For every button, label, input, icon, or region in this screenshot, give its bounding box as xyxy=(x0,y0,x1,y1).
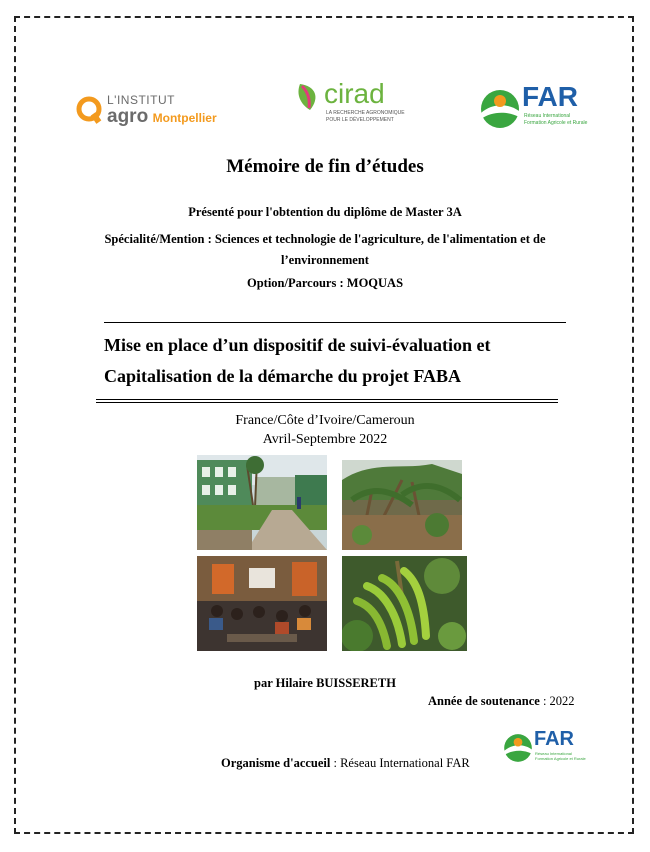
title-rule-top xyxy=(104,322,566,323)
cirad-logo xyxy=(296,80,406,126)
far-wordmark-small: FAR xyxy=(534,728,574,750)
far-globe-icon xyxy=(478,87,522,131)
cirad-leaf-icon xyxy=(296,82,322,112)
specialite-line-1 xyxy=(0,232,650,247)
institut-montpellier-word: Montpellier xyxy=(152,111,217,125)
cirad-tagline-2: POUR LE DÉVELOPPEMENT xyxy=(326,117,394,123)
cirad-wordmark: cirad xyxy=(324,78,385,109)
thesis-title-line-1: Mise en place d’un dispositif de suivi-évaluation et xyxy=(104,335,491,355)
host-organisation-line xyxy=(221,756,470,771)
period-line: Avril-Septembre 2022 xyxy=(262,432,388,447)
photo-plantain-bunch xyxy=(342,556,467,651)
presented-line: Présenté pour l'obtention du diplôme de Master 3A xyxy=(188,205,462,219)
cirad-tagline-1: LA RECHERCHE AGRONOMIQUE xyxy=(326,110,405,116)
agro-ring-icon xyxy=(76,95,104,125)
title-rule-bottom xyxy=(96,399,558,403)
far-tagline-small-2: Formation Agricole et Rurale xyxy=(535,756,586,761)
host-value: : Réseau International FAR xyxy=(333,756,470,770)
photo-plantain-field xyxy=(342,460,462,550)
institut-line1: L'INSTITUT xyxy=(107,93,175,107)
thesis-title-line-2: Capitalisation de la démarche du projet FABA xyxy=(104,366,462,386)
photo-meeting-room xyxy=(197,556,327,651)
option-line xyxy=(0,276,650,291)
far-tagline-small-1: Réseau International xyxy=(535,751,572,756)
far-logo xyxy=(478,81,588,133)
far-wordmark: FAR xyxy=(522,81,578,112)
option-value: MOQUAS xyxy=(346,276,404,290)
far-tagline-2: Formation Agricole et Rurale xyxy=(524,120,588,126)
photo-school-campus xyxy=(197,455,327,550)
option-label: Option/Parcours : xyxy=(246,276,344,290)
specialite-value: Sciences et technologie de l'agriculture, de l'alimentation et de xyxy=(214,232,546,246)
host-label: Organisme d'accueil xyxy=(221,756,331,770)
defense-year-label: Année de soutenance xyxy=(428,694,540,708)
institut-agro-word: agro xyxy=(107,106,149,127)
defense-year-line xyxy=(428,694,575,709)
document-title: Mémoire de fin d’études xyxy=(226,156,424,177)
location-line: France/Côte d’Ivoire/Cameroun xyxy=(235,413,415,428)
far-logo-small xyxy=(502,728,586,766)
author-name: BUISSERETH xyxy=(316,676,396,690)
far-globe-icon-small xyxy=(502,732,534,764)
defense-year-value: : 2022 xyxy=(542,694,575,708)
specialite-label: Spécialité/Mention : xyxy=(104,232,212,246)
author-prefix: par Hilaire xyxy=(254,676,313,690)
far-tagline-1: Réseau International xyxy=(524,113,571,119)
specialite-line-2: l’environnement xyxy=(281,253,369,267)
institut-agro-logo xyxy=(76,93,236,129)
author-line xyxy=(0,676,650,691)
